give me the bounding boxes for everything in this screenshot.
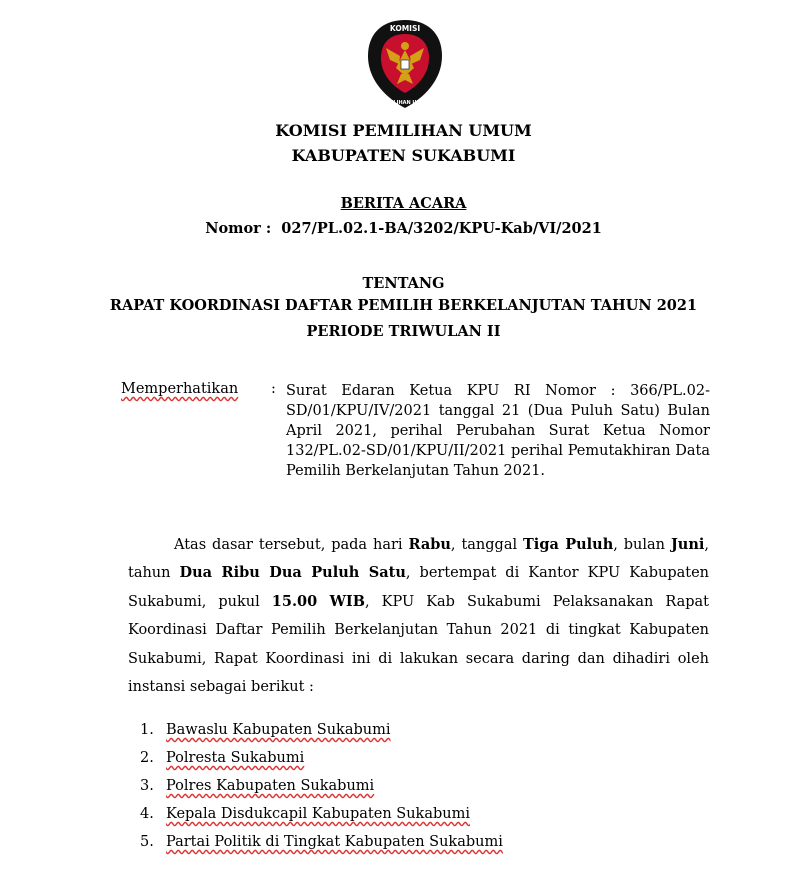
subject-line3: PERIODE TRIWULAN II — [306, 323, 501, 340]
org-name-line2: KABUPATEN SUKABUMI — [291, 146, 516, 165]
list-item: 5. Partai Politik di Tingkat Kabupaten Sukabumi — [140, 834, 503, 850]
attendee-list — [140, 716, 503, 856]
body-paragraph: Atas dasar tersebut, pada hari Rabu, tanggal Tiga Puluh, bulan Juni, tahun Dua Ribu Dua Puluh Satu, bertempat di Kantor KPU Kabupaten Sukabumi, pukul 15.00 WIB, KPU Kab Sukabumi Pelaksanakan Rapat Koordinasi Daftar Pemilih Berkelanjutan Tahun 2021 di tingkat Kabupaten Sukabumi, Rapat Koordinasi ini di lakukan secara daring dan dihadiri oleh instansi sebagai berikut : — [128, 536, 710, 696]
meeting-day: Rabu — [408, 536, 451, 553]
list-item: 3. Polres Kabupaten Sukabumi — [140, 778, 375, 794]
meeting-time: 15.00 WIB — [271, 592, 365, 610]
considering-label: Memperhatikan — [121, 381, 239, 397]
number-label: Nomor : — [205, 220, 272, 237]
attendee-name: Partai Politik di Tingkat Kabupaten Sukabumi — [166, 834, 503, 850]
meeting-year: Dua Ribu Dua Puluh Satu — [179, 564, 406, 582]
considering-colon: : — [271, 381, 276, 397]
considering-text: Surat Edaran Ketua KPU RI Nomor : 366/PL.02-SD/01/KPU/IV/2021 tanggal 21 (Dua Puluh Satu) Bulan April 2021, perihal Perubahan Surat Ketua Nomor 132/PL.02-SD/01/KPU/II/2021 perihal Pemutakhiran Data Pemilih Berkelanjutan Tahun 2021. — [286, 383, 710, 479]
document-title — [0, 195, 807, 212]
attendee-name: Polres Kabupaten Sukabumi — [166, 778, 375, 794]
logo-text-bottom: PEMILIHAN UMUM — [379, 100, 431, 106]
document-title-text: BERITA ACARA — [340, 195, 467, 212]
meeting-month: Juni — [670, 536, 705, 553]
list-item: 4. Kepala Disdukcapil Kabupaten Sukabumi — [140, 806, 470, 822]
attendee-name: Bawaslu Kabupaten Sukabumi — [166, 722, 391, 738]
document-number — [0, 220, 807, 237]
shield-icon — [401, 60, 409, 69]
list-item: 2. Polresta Sukabumi — [140, 750, 305, 766]
org-name-line1: KOMISI PEMILIHAN UMUM — [275, 121, 532, 140]
attendee-name: Kepala Disdukcapil Kabupaten Sukabumi — [166, 806, 470, 822]
kpu-logo — [366, 18, 444, 110]
number-value: 027/PL.02.1-BA/3202/KPU-Kab/VI/2021 — [281, 220, 602, 237]
list-item: 1. Bawaslu Kabupaten Sukabumi — [140, 722, 391, 738]
attendee-name: Polresta Sukabumi — [166, 750, 305, 766]
subject-line1: TENTANG — [362, 275, 445, 292]
logo-text-top: KOMISI — [389, 24, 421, 33]
subject-line2: RAPAT KOORDINASI DAFTAR PEMILIH BERKELANJUTAN TAHUN 2021 — [109, 297, 698, 314]
meeting-date: Tiga Puluh — [523, 536, 614, 553]
